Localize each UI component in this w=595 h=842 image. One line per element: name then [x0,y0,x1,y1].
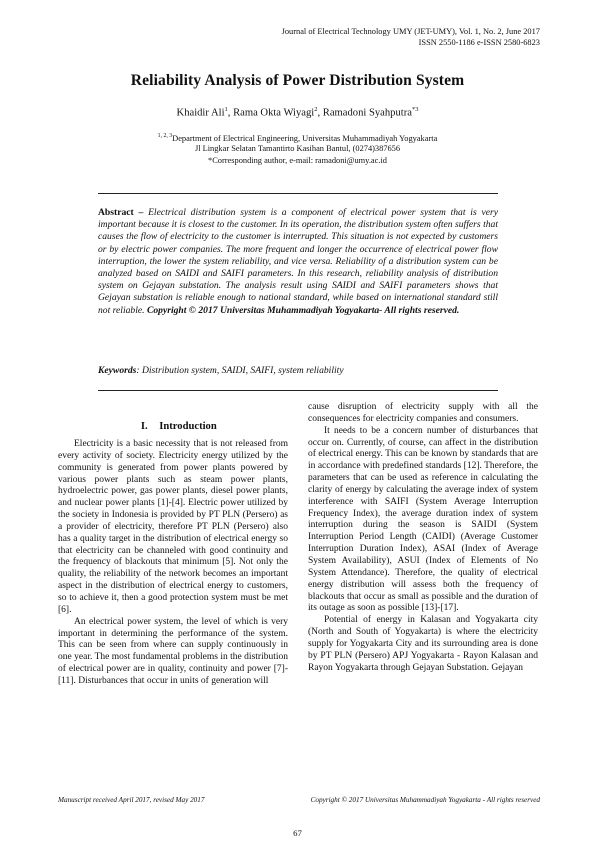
section-title: Introduction [159,421,217,432]
author-mark: *3 [411,106,419,113]
abstract-top-rule [98,193,498,194]
paper-title: Reliability Analysis of Power Distribution System [130,72,465,89]
corresponding-author: *Corresponding author, e-mail: ramadoni@umy.ac.id [208,156,387,165]
keywords-text: : Distribution system, SAIDI, SAIFI, system reliability [136,365,344,376]
paragraph: cause disruption of electricity supply with all the consequences for electricity companies and consumers. [308,402,538,424]
author-name: Rama Okta Wiyagi [233,107,315,119]
issn-line: ISSN 2550-1186 e-ISSN 2580-6823 [418,38,540,47]
abstract-text: Electrical distribution system is a component of electrical power system that is very important because it is closest to the customer. In its operation, the distribution system often suffers that causes the flow of electricity to the customer is interrupted. This situation is not expected by customers or by electric power companies. The more frequent and longer the occurrence of electrical power flow interruption, the lower the system reliability, and vice versa. Reliability of a distribution system can be analyzed based on SAIDI and SAIFI parameters. In this research, reliability analysis of distribution system on Gejayan substation. The analysis result using SAIDI and SAIFI parameters shows that Gejayan substation is reliable enough to national standard, while based on international standard still not reliable. [98,207,498,316]
author-list: Khaidir Ali$^1$, Rama Okta Wiyagi$^2$, Ramadoni Syahputra$^{*3}$ [176,106,419,119]
affiliation-department [0,131,595,144]
author-mark: 2 [314,106,318,113]
section-heading [58,421,288,432]
abstract-label: Abstract – [98,207,144,218]
author-name: Ramadoni Syahputra [322,107,412,119]
author-name: Khaidir Ali [176,107,225,119]
keywords-label: Keywords [98,365,137,376]
affiliation-address: Jl Lingkar Selatan Tamantirto Kasihan Bantul, (0274)387656 [194,144,401,153]
abstract-bottom-rule [98,390,498,391]
author-mark: 1 [224,106,228,113]
section-number: I. [140,421,148,432]
manuscript-dates: Manuscript received April 2017, revised May 2017 [58,796,205,804]
paragraph: An electrical power system, the level of which is very important in determining the performance of the system. This can be seen from where can supply continuously in one year. The most fundamental problems in the distribution of electrical power are in quality, continuity and power [7]-[11]. Disturbances that occur in units of generation will [58,616,288,686]
journal-header: Journal of Electrical Technology UMY (JET-UMY), Vol. 1, No. 2, June 2017 [281,27,540,36]
paragraph: It needs to be a concern number of disturbances that occur on. Currently, of course, can affect in the distribution of electrical energy. This can be known by standards that are in accordance with predefined standards [12]. Therefore, the parameters that can be used as reference in calculating the clarity of energy by calculating the average index of system interference with SAIFI (System Average Interruption Frequency Index), the average duration index of system interruption during the season is SAIDI (System Interruption Period Length (CAIDI) (Average Customer Interruption Duration Index), ASAI (Index of Average System Availability), ASUI (Index of Elements of No System Attendance). Therefore, the quality of electrical energy distribution will assess both the frequency of blackouts that occur as small as possible and the duration of its outage as soon as possible [13]-[17]. [308,425,538,614]
abstract [98,207,498,317]
paragraph: Potential of energy in Kalasan and Yogyakarta city (North and South of Yogyakarta) is where the electricity supply for Yogyakarta City and its surrounding area is done by PT PLN (Persero) APJ Yogyakarta - Rayon Kalasan and Rayon Yogyakarta through Gejayan Substation. Gejayan [308,615,538,673]
affiliation-marks: 1, 2, 3 [157,133,173,139]
paragraph: Electricity is a basic necessity that is not released from every activity of society. Electricity energy utilized by the community is generated from power plants powered by various power plants such as steam power plants, hydroelectric power, gas power plants, diesel power plants, and nuclear power plants [1]-[4]. Electric power utilized by the society in Indonesia is provided by PT PLN (Persero) as a provider of electricity, therefore PT PLN (Persero) also has a quality target in the distribution of electrical energy so that electricity can be channeled with good continuity and the frequency of blackouts that minimum [5]. Not only the quality, the reliability of the network becomes an important aspect in the distribution of electrical energy to customers, so to achieve it, then a good protection system must be met [6]. [58,439,288,615]
page-number: 67 [293,828,302,838]
department-text: Department of Electrical Engineering, Universitas Muhammadiyah Yogyakarta [172,133,438,143]
right-column [308,402,538,674]
keywords [98,365,498,377]
footer-copyright: Copyright © 2017 Universitas Muhammadiyah Yogyakarta - All rights reserved [310,796,540,804]
copyright-notice: Copyright © 2017 Universitas Muhammadiyah Yogyakarta- All rights reserved. [146,304,460,316]
